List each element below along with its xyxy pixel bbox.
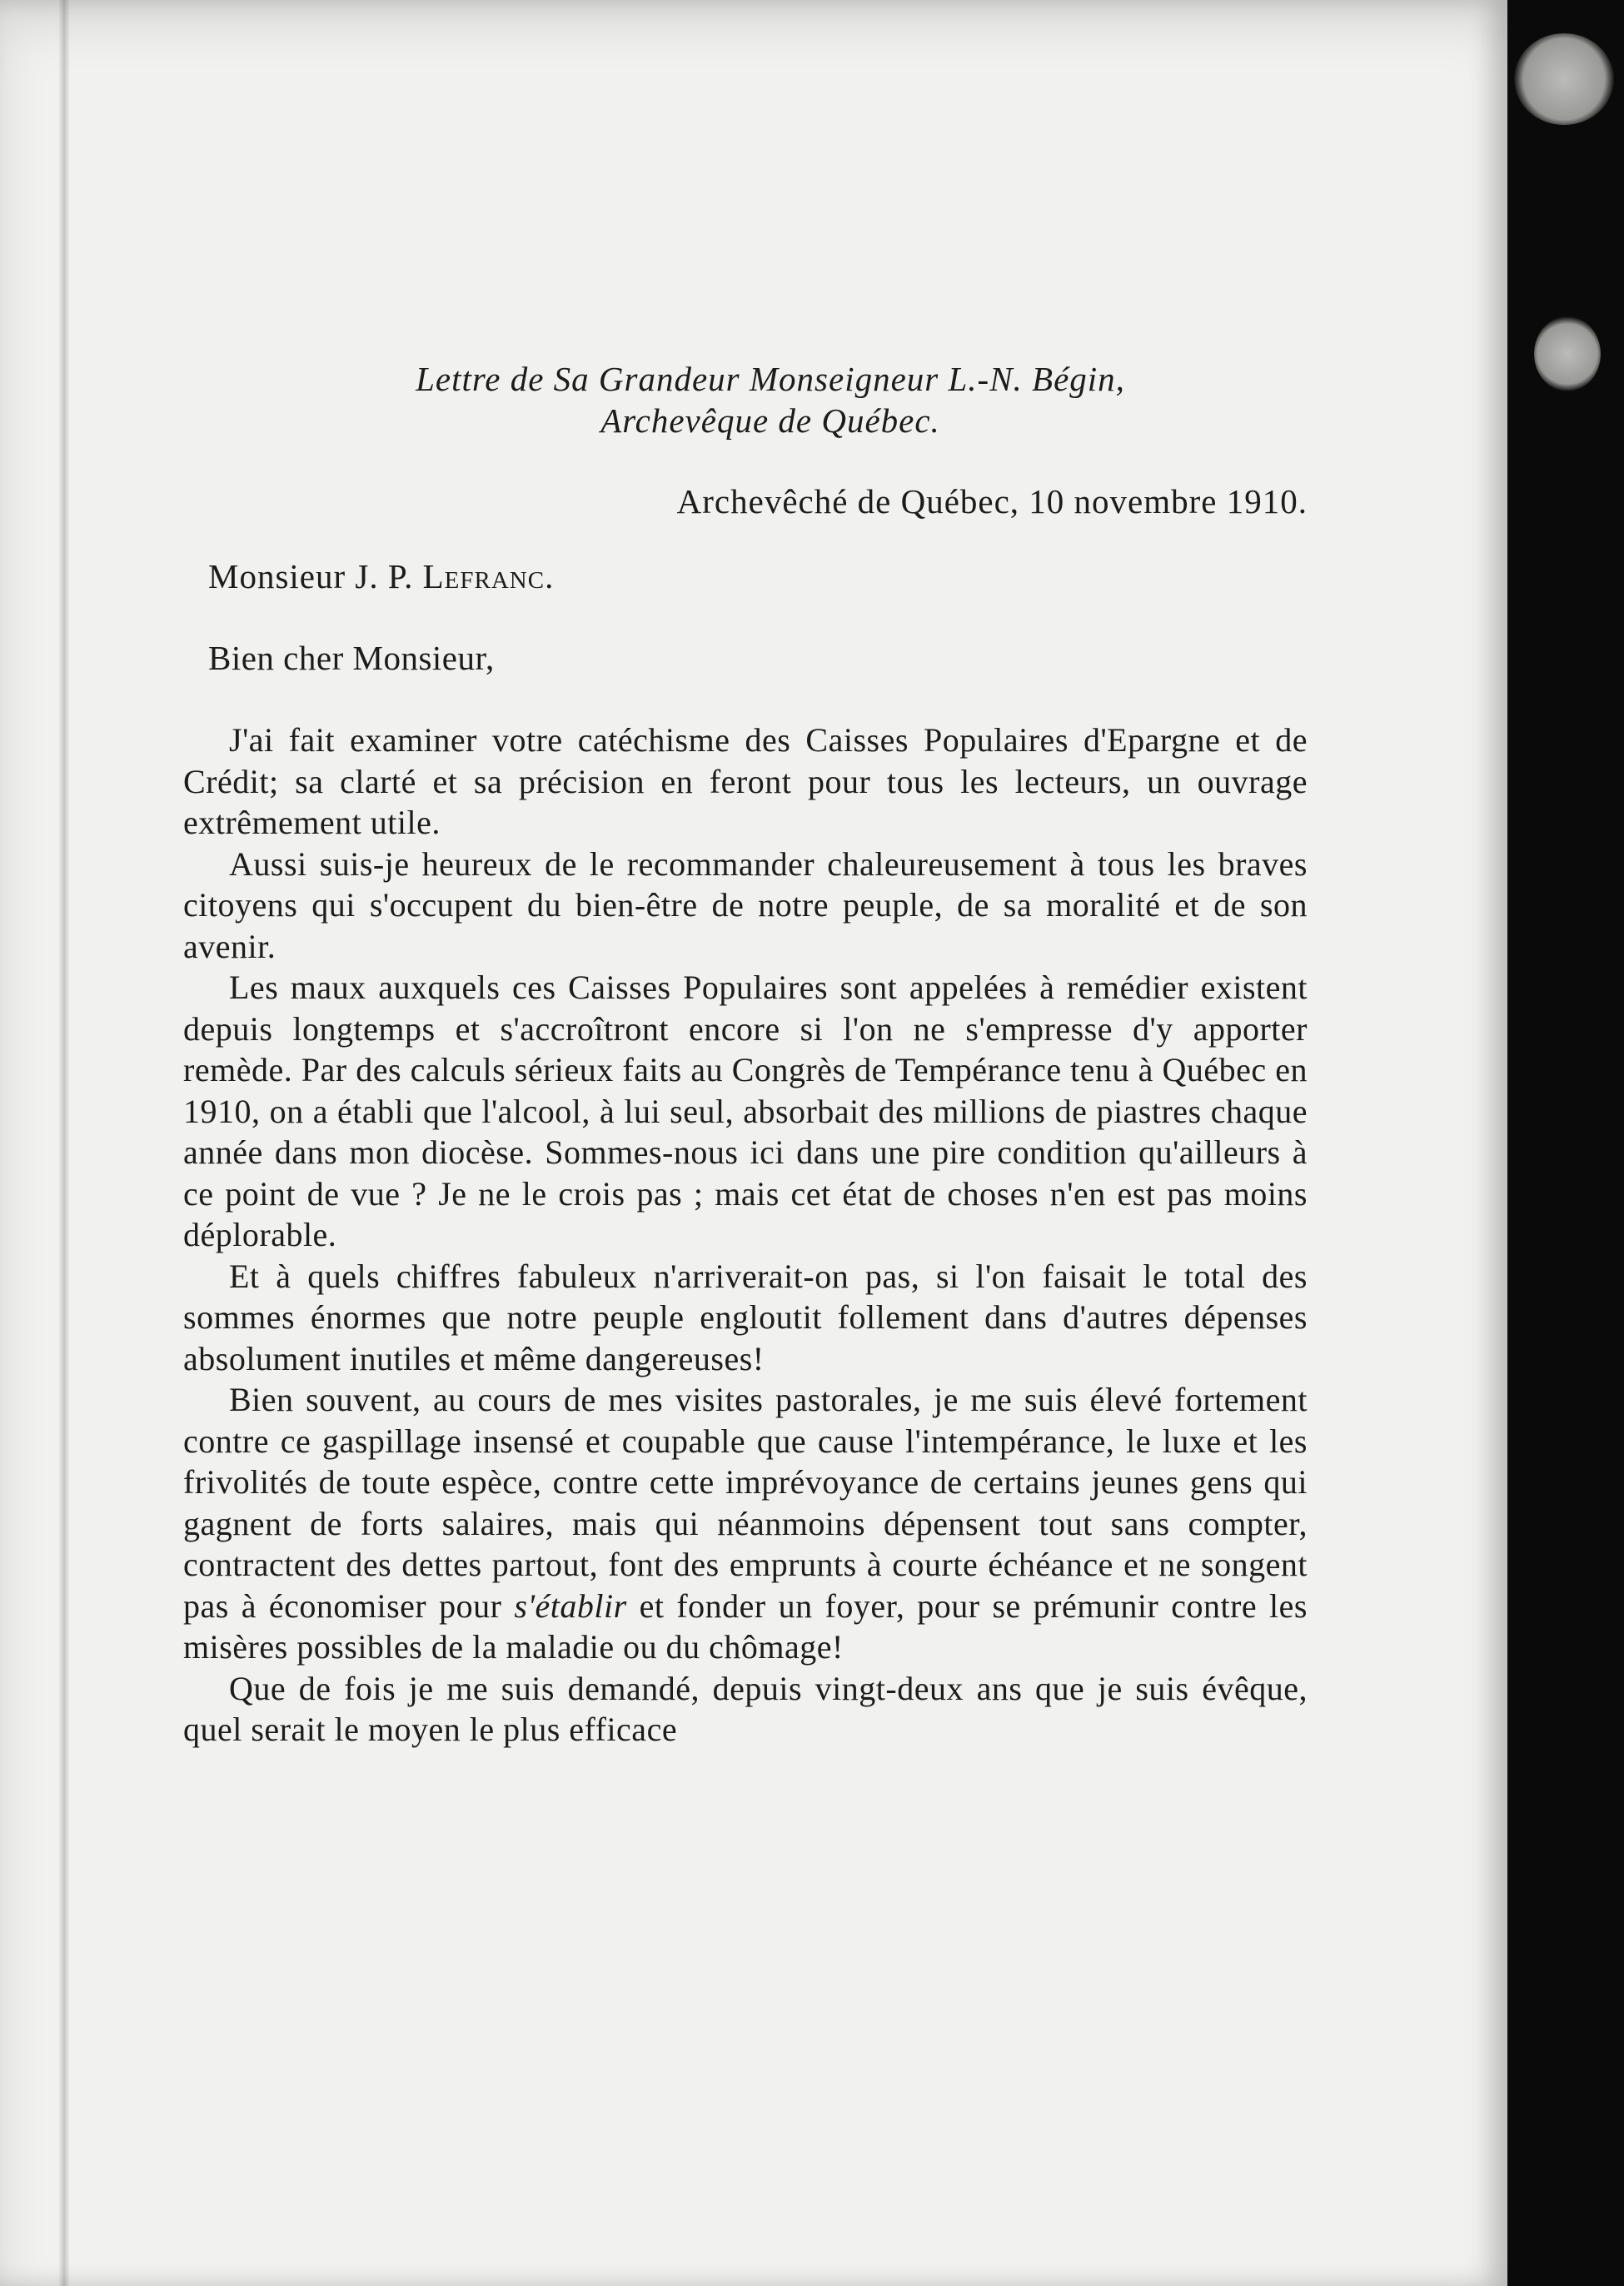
page-edge-damage-top — [1514, 33, 1614, 125]
salutation: Bien cher Monsieur, — [208, 639, 495, 677]
heading-line-2: Archevêque de Québec. — [600, 401, 940, 440]
letter-body — [183, 358, 1308, 1751]
paragraph-3: Les maux auxquels ces Caisses Populaires sont appelées à remédier existent depuis longtemps et s'accroîtront encore si l'on ne s'empresse d'y apporter remède. Par des calculs sérieux faits au Congrès de Tempérance tenu à Québec en 1910, on a établi que l'alcool, à lui seul, absorbait des millions de piastres chaque année dans mon diocèse. Sommes-nous ici dans une pire condition qu'ailleurs à ce point de vue ? Je ne le crois pas ; mais cet état de choses n'en est pas moins déplorable. — [183, 969, 1308, 1253]
paragraph-5-text-before: Bien souvent, au cours de mes visites pastorales, je me suis élevé fortement contre ce gaspillage insensé et coupable que cause l'intempérance, le luxe et les frivolités de toute espèce, contre cette imprévoyance de certains jeunes gens qui gagnent de forts salaires, mais qui néanmoins dépensent tout sans compter, contractent des dettes partout, font des emprunts à courte échéance et ne songent pas à économiser pour — [183, 1381, 1308, 1625]
paragraph-6: Que de fois je me suis demandé, depuis vingt-deux ans que je suis évêque, quel serait le moyen le plus efficace — [183, 1669, 1308, 1748]
dateline: Archevêché de Québec, 10 novembre 1910. — [676, 482, 1308, 520]
heading-line-1: Lettre de Sa Grandeur Monseigneur L.-N. Bégin, — [416, 360, 1125, 398]
paragraph-5 — [183, 1379, 1308, 1668]
letter-heading — [233, 358, 1308, 441]
addressee — [208, 556, 1308, 596]
paragraph-5-text-after: et fonder un foyer, pour se prémunir contre les misères possibles de la maladie ou du chômage! — [183, 1586, 1308, 1666]
addressee-name: Lefranc. — [422, 557, 555, 595]
paragraph-2: Aussi suis-je heureux de le recommander chaleureusement à tous les braves citoyens qui s'occupent du bien-être de notre peuple, de sa moralité et de son avenir. — [183, 844, 1308, 965]
page-gutter-shadow — [58, 0, 70, 2286]
paragraph-1: J'ai fait examiner votre catéchisme des Caisses Populaires d'Epargne et de Crédit; sa clarté et sa précision en feront pour tous les lecteurs, un ouvrage extrêmement utile. — [183, 721, 1308, 841]
paragraph-4: Et à quels chiffres fabuleux n'arriverait-on pas, si l'on faisait le total des sommes énormes que notre peuple engloutit follement dans d'autres dépenses absolument inutiles et même dangereuses! — [183, 1257, 1308, 1377]
page-edge-damage-mid — [1534, 316, 1601, 391]
paragraph-5-italic: s'établir — [514, 1586, 627, 1625]
addressee-prefix: Monsieur J. P. — [208, 557, 414, 595]
